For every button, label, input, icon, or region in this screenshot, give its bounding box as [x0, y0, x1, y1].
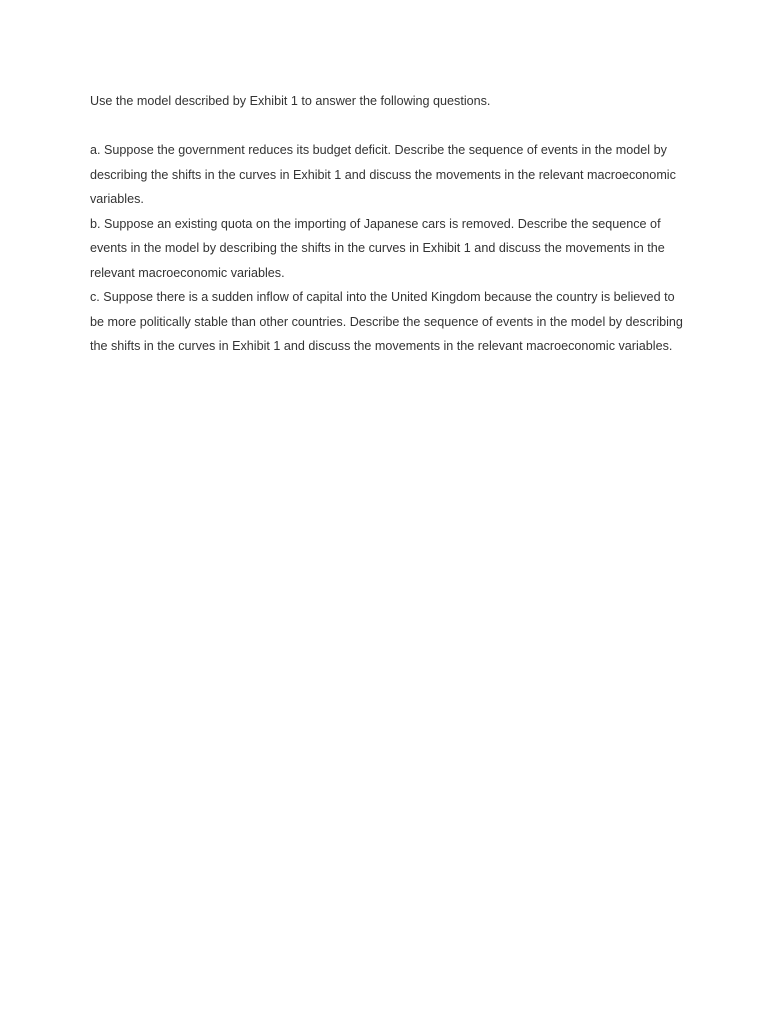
question-a: a. Suppose the government reduces its budget deficit. Describe the sequence of events in the model by describing the shifts in the curves in Exhibit 1 and discuss the movements in the relevant macroeconomic variables. — [90, 143, 676, 206]
intro-text: Use the model described by Exhibit 1 to answer the following questions. — [90, 94, 491, 108]
question-b: b. Suppose an existing quota on the importing of Japanese cars is removed. Describe the sequence of events in the model by describing the shifts in the curves in Exhibit 1 and discuss the movements in the relevant macroeconomic variables. — [90, 216, 665, 280]
question-c: c. Suppose there is a sudden inflow of capital into the United Kingdom because the country is believed to be more politically stable than other countries. Describe the sequence of events in the model by describing the shifts in the curves in Exhibit 1 and discuss the movements in the relevant macroeconomic variables. — [90, 290, 683, 353]
document-page — [90, 89, 690, 359]
